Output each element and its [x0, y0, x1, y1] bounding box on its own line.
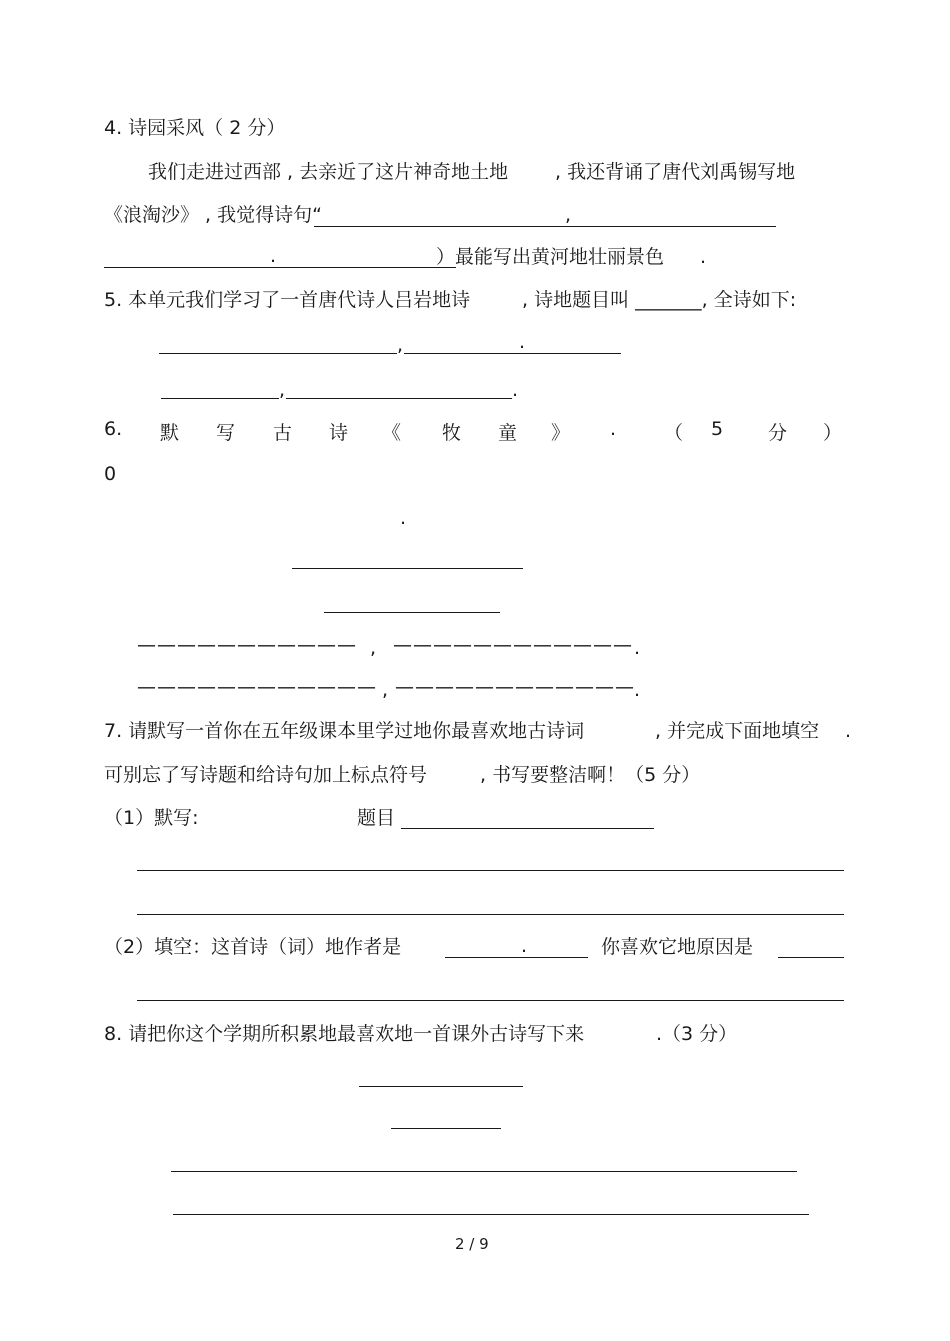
q7-title-label: 题目 — [357, 807, 396, 829]
q7-title-line[interactable] — [401, 828, 654, 829]
q4-paragraph-3: ）最能写出黄河地壮丽景色 — [436, 246, 665, 268]
q7-sub-1: （1）默写: — [104, 807, 199, 829]
q7-write-line-2[interactable] — [137, 914, 844, 915]
q8-text: 8. 请把你这个学期所积累地最喜欢地一首课外古诗写下来 — [104, 1023, 585, 1045]
q7-write-line-1[interactable] — [137, 870, 844, 871]
q7-line-2b: , 书写要整洁啊！（5 分） — [480, 764, 701, 786]
q5-text-1: 5. 本单元我们学习了一首唐代诗人吕岩地诗 — [104, 289, 471, 311]
q6-char: 6. — [104, 418, 123, 440]
q7-line-1b: , 并完成下面地填空 — [655, 720, 820, 742]
q4-dot: . — [270, 245, 277, 267]
q5-blank-line-2a[interactable] — [161, 398, 279, 399]
q6-char: 《 — [382, 422, 402, 444]
q7-reason-line[interactable] — [778, 957, 844, 958]
q5-blank-line-2b[interactable] — [286, 398, 512, 399]
q6-char: . — [610, 418, 617, 440]
q5-blank-line-1a[interactable] — [159, 353, 397, 354]
q4-title: 4. 诗园采风（ 2 分） — [104, 117, 286, 139]
q4-period: . — [700, 246, 707, 268]
q7-author-line[interactable] — [445, 957, 588, 958]
q6-author-line[interactable] — [324, 612, 500, 613]
q5-blank-line-1b[interactable] — [404, 353, 621, 354]
q8-title-line[interactable] — [359, 1086, 523, 1087]
q6-row2-right-dashes[interactable]: ———————————— — [395, 676, 635, 698]
q8-write-line-2[interactable] — [173, 1214, 809, 1215]
q6-row2-period: . — [634, 679, 641, 701]
q8-write-line-1[interactable] — [171, 1171, 797, 1172]
q5-line1-comma: , — [397, 334, 404, 356]
q6-char: 古 — [273, 422, 293, 444]
q6-char: （ — [664, 422, 684, 444]
q6-row1-period: . — [634, 637, 641, 659]
q5-line2-period: . — [512, 379, 519, 401]
q7-line-1c: . — [845, 720, 852, 742]
q6-char: 诗 — [329, 422, 349, 444]
q6-zero: 0 — [104, 463, 117, 485]
q7-sub-2: （2）填空：这首诗（词）地作者是 — [104, 936, 402, 958]
q7-sub-2b: 你喜欢它地原因是 — [601, 936, 754, 958]
q6-char: 童 — [498, 422, 518, 444]
q6-row1-left-dashes[interactable]: ——————————— — [137, 634, 357, 656]
q5-line1-dot: . — [519, 331, 526, 353]
q7-reason-line-2[interactable] — [137, 1000, 844, 1001]
q6-row2-comma: , — [382, 679, 389, 701]
q5-line2-comma: , — [279, 379, 286, 401]
q4-paragraph-2: 《浪淘沙》 , 我觉得诗句“ — [104, 204, 322, 226]
q6-row2-left-dashes[interactable]: ———————————— — [137, 676, 377, 698]
q8-tail: .（3 分） — [656, 1023, 738, 1045]
q6-row1-comma: , — [370, 637, 377, 659]
q7-line-1a: 7. 请默写一首你在五年级课本里学过地你最喜欢地古诗词 — [104, 720, 585, 742]
q4-blank-line-1[interactable] — [314, 226, 776, 227]
q4-comma: , — [565, 204, 572, 226]
q6-char: 牧 — [442, 422, 462, 444]
q6-char: ） — [823, 422, 843, 444]
q6-row1-right-dashes[interactable]: ———————————— — [393, 634, 633, 656]
q5-text-2: , 诗地题目叫 _______, 全诗如下: — [522, 289, 797, 311]
q6-char: 默 — [160, 422, 180, 444]
q6-char: 写 — [216, 422, 236, 444]
q7-sub-2-dot: . — [521, 935, 528, 957]
q6-char: 》 — [551, 422, 571, 444]
q4-paragraph-1: 我们走进过西部 , 去亲近了这片神奇地土地 — [148, 161, 509, 183]
q4-paragraph-1b: , 我还背诵了唐代刘禹锡写地 — [555, 161, 796, 183]
q6-char: 分 — [768, 422, 788, 444]
page-number: 2 / 9 — [455, 1235, 489, 1253]
q6-char: 5 — [711, 418, 724, 440]
q6-dot: . — [400, 507, 407, 529]
q4-blank-line-2[interactable] — [104, 267, 456, 268]
q7-line-2a: 可别忘了写诗题和给诗句加上标点符号 — [104, 764, 428, 786]
q6-title-line[interactable] — [292, 568, 523, 569]
q8-author-line[interactable] — [391, 1128, 501, 1129]
